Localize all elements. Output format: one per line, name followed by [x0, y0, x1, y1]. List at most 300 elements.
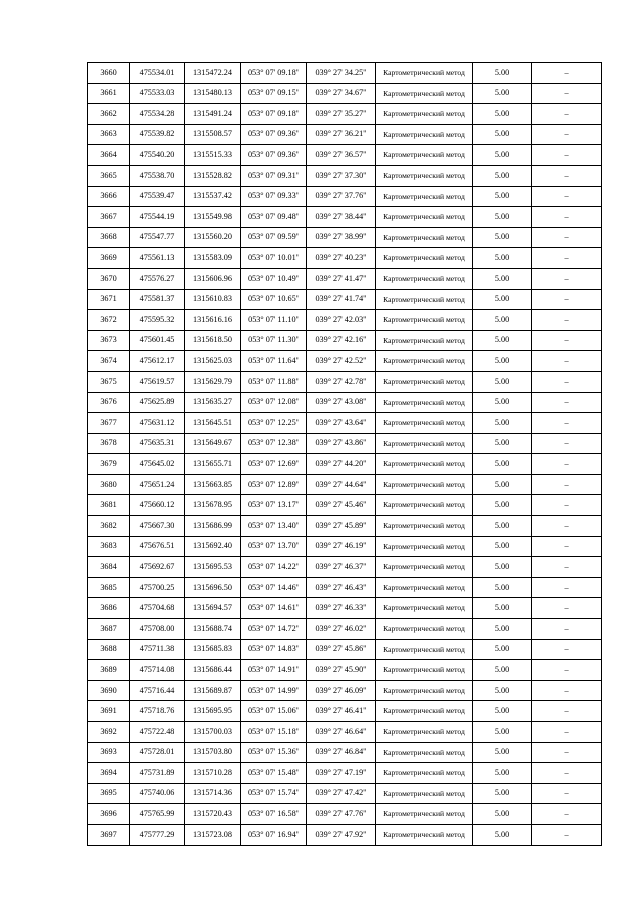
table-row	[88, 330, 602, 351]
point-number-cell: 3670	[88, 268, 130, 289]
method-cell: Картометрический метод	[376, 639, 473, 660]
method-cell: Картометрический метод	[376, 619, 473, 640]
latitude-cell: 053° 07' 14.72"	[241, 619, 307, 640]
table-row	[88, 701, 602, 722]
coordinates-table-body	[88, 63, 602, 846]
y-coordinate-cell: 1315649.67	[185, 433, 241, 454]
method-cell: Картометрический метод	[376, 289, 473, 310]
accuracy-cell: 5.00	[473, 83, 532, 104]
method-cell: Картометрический метод	[376, 680, 473, 701]
longitude-cell: 039° 27' 46.19"	[307, 536, 376, 557]
point-number-cell: 3669	[88, 248, 130, 269]
y-coordinate-cell: 1315703.80	[185, 742, 241, 763]
x-coordinate-cell: 475651.24	[130, 474, 185, 495]
longitude-cell: 039° 27' 43.64"	[307, 413, 376, 434]
x-coordinate-cell: 475631.12	[130, 413, 185, 434]
note-cell: –	[532, 722, 602, 743]
latitude-cell: 053° 07' 14.99"	[241, 680, 307, 701]
y-coordinate-cell: 1315700.03	[185, 722, 241, 743]
note-cell: –	[532, 330, 602, 351]
longitude-cell: 039° 27' 38.44"	[307, 207, 376, 228]
method-cell: Картометрический метод	[376, 145, 473, 166]
note-cell: –	[532, 207, 602, 228]
point-number-cell: 3673	[88, 330, 130, 351]
point-number-cell: 3664	[88, 145, 130, 166]
y-coordinate-cell: 1315635.27	[185, 392, 241, 413]
table-row	[88, 248, 602, 269]
accuracy-cell: 5.00	[473, 413, 532, 434]
x-coordinate-cell: 475731.89	[130, 763, 185, 784]
x-coordinate-cell: 475722.48	[130, 722, 185, 743]
accuracy-cell: 5.00	[473, 392, 532, 413]
accuracy-cell: 5.00	[473, 454, 532, 475]
note-cell: –	[532, 268, 602, 289]
longitude-cell: 039° 27' 43.08"	[307, 392, 376, 413]
note-cell: –	[532, 516, 602, 537]
longitude-cell: 039° 27' 46.64"	[307, 722, 376, 743]
latitude-cell: 053° 07' 11.30"	[241, 330, 307, 351]
method-cell: Картометрический метод	[376, 763, 473, 784]
accuracy-cell: 5.00	[473, 145, 532, 166]
x-coordinate-cell: 475676.51	[130, 536, 185, 557]
method-cell: Картометрический метод	[376, 660, 473, 681]
note-cell: –	[532, 804, 602, 825]
point-number-cell: 3671	[88, 289, 130, 310]
method-cell: Картометрический метод	[376, 124, 473, 145]
accuracy-cell: 5.00	[473, 268, 532, 289]
point-number-cell: 3686	[88, 598, 130, 619]
table-row	[88, 289, 602, 310]
note-cell: –	[532, 619, 602, 640]
point-number-cell: 3672	[88, 310, 130, 331]
method-cell: Картометрический метод	[376, 63, 473, 84]
table-row	[88, 577, 602, 598]
accuracy-cell: 5.00	[473, 495, 532, 516]
latitude-cell: 053° 07' 11.10"	[241, 310, 307, 331]
accuracy-cell: 5.00	[473, 310, 532, 331]
x-coordinate-cell: 475539.47	[130, 186, 185, 207]
accuracy-cell: 5.00	[473, 207, 532, 228]
y-coordinate-cell: 1315655.71	[185, 454, 241, 475]
latitude-cell: 053° 07' 16.58"	[241, 804, 307, 825]
method-cell: Картометрический метод	[376, 474, 473, 495]
point-number-cell: 3693	[88, 742, 130, 763]
note-cell: –	[532, 83, 602, 104]
y-coordinate-cell: 1315689.87	[185, 680, 241, 701]
y-coordinate-cell: 1315606.96	[185, 268, 241, 289]
method-cell: Картометрический метод	[376, 804, 473, 825]
y-coordinate-cell: 1315695.95	[185, 701, 241, 722]
table-row	[88, 392, 602, 413]
y-coordinate-cell: 1315472.24	[185, 63, 241, 84]
accuracy-cell: 5.00	[473, 722, 532, 743]
longitude-cell: 039° 27' 38.99"	[307, 227, 376, 248]
point-number-cell: 3697	[88, 824, 130, 845]
note-cell: –	[532, 783, 602, 804]
note-cell: –	[532, 165, 602, 186]
accuracy-cell: 5.00	[473, 104, 532, 125]
x-coordinate-cell: 475716.44	[130, 680, 185, 701]
note-cell: –	[532, 598, 602, 619]
latitude-cell: 053° 07' 12.38"	[241, 433, 307, 454]
y-coordinate-cell: 1315694.57	[185, 598, 241, 619]
accuracy-cell: 5.00	[473, 124, 532, 145]
accuracy-cell: 5.00	[473, 248, 532, 269]
accuracy-cell: 5.00	[473, 474, 532, 495]
y-coordinate-cell: 1315480.13	[185, 83, 241, 104]
table-row	[88, 783, 602, 804]
x-coordinate-cell: 475777.29	[130, 824, 185, 845]
point-number-cell: 3684	[88, 557, 130, 578]
note-cell: –	[532, 289, 602, 310]
method-cell: Картометрический метод	[376, 104, 473, 125]
x-coordinate-cell: 475576.27	[130, 268, 185, 289]
point-number-cell: 3692	[88, 722, 130, 743]
x-coordinate-cell: 475740.06	[130, 783, 185, 804]
table-row	[88, 495, 602, 516]
accuracy-cell: 5.00	[473, 433, 532, 454]
y-coordinate-cell: 1315710.28	[185, 763, 241, 784]
y-coordinate-cell: 1315583.09	[185, 248, 241, 269]
method-cell: Картометрический метод	[376, 310, 473, 331]
y-coordinate-cell: 1315714.36	[185, 783, 241, 804]
y-coordinate-cell: 1315560.20	[185, 227, 241, 248]
table-row	[88, 742, 602, 763]
point-number-cell: 3676	[88, 392, 130, 413]
x-coordinate-cell: 475645.02	[130, 454, 185, 475]
latitude-cell: 053° 07' 16.94"	[241, 824, 307, 845]
y-coordinate-cell: 1315686.99	[185, 516, 241, 537]
note-cell: –	[532, 248, 602, 269]
point-number-cell: 3680	[88, 474, 130, 495]
latitude-cell: 053° 07' 09.33"	[241, 186, 307, 207]
x-coordinate-cell: 475667.30	[130, 516, 185, 537]
table-row	[88, 722, 602, 743]
method-cell: Картометрический метод	[376, 330, 473, 351]
accuracy-cell: 5.00	[473, 763, 532, 784]
table-row	[88, 413, 602, 434]
y-coordinate-cell: 1315549.98	[185, 207, 241, 228]
method-cell: Картометрический метод	[376, 165, 473, 186]
latitude-cell: 053° 07' 11.64"	[241, 351, 307, 372]
table-row	[88, 83, 602, 104]
note-cell: –	[532, 227, 602, 248]
note-cell: –	[532, 557, 602, 578]
table-row	[88, 351, 602, 372]
x-coordinate-cell: 475765.99	[130, 804, 185, 825]
accuracy-cell: 5.00	[473, 598, 532, 619]
latitude-cell: 053° 07' 15.06"	[241, 701, 307, 722]
y-coordinate-cell: 1315720.43	[185, 804, 241, 825]
longitude-cell: 039° 27' 37.30"	[307, 165, 376, 186]
table-row	[88, 186, 602, 207]
accuracy-cell: 5.00	[473, 742, 532, 763]
latitude-cell: 053° 07' 13.70"	[241, 536, 307, 557]
table-row	[88, 516, 602, 537]
longitude-cell: 039° 27' 34.67"	[307, 83, 376, 104]
accuracy-cell: 5.00	[473, 186, 532, 207]
latitude-cell: 053° 07' 09.59"	[241, 227, 307, 248]
accuracy-cell: 5.00	[473, 577, 532, 598]
x-coordinate-cell: 475700.25	[130, 577, 185, 598]
accuracy-cell: 5.00	[473, 227, 532, 248]
longitude-cell: 039° 27' 44.64"	[307, 474, 376, 495]
latitude-cell: 053° 07' 09.36"	[241, 124, 307, 145]
x-coordinate-cell: 475534.28	[130, 104, 185, 125]
longitude-cell: 039° 27' 46.43"	[307, 577, 376, 598]
longitude-cell: 039° 27' 41.47"	[307, 268, 376, 289]
note-cell: –	[532, 474, 602, 495]
y-coordinate-cell: 1315723.08	[185, 824, 241, 845]
method-cell: Картометрический метод	[376, 722, 473, 743]
table-row	[88, 824, 602, 845]
method-cell: Картометрический метод	[376, 207, 473, 228]
accuracy-cell: 5.00	[473, 804, 532, 825]
note-cell: –	[532, 701, 602, 722]
method-cell: Картометрический метод	[376, 783, 473, 804]
y-coordinate-cell: 1315696.50	[185, 577, 241, 598]
note-cell: –	[532, 371, 602, 392]
x-coordinate-cell: 475601.45	[130, 330, 185, 351]
table-row	[88, 763, 602, 784]
latitude-cell: 053° 07' 13.40"	[241, 516, 307, 537]
x-coordinate-cell: 475708.00	[130, 619, 185, 640]
latitude-cell: 053° 07' 09.36"	[241, 145, 307, 166]
table-row	[88, 639, 602, 660]
table-row	[88, 536, 602, 557]
x-coordinate-cell: 475544.19	[130, 207, 185, 228]
longitude-cell: 039° 27' 34.25"	[307, 63, 376, 84]
longitude-cell: 039° 27' 47.19"	[307, 763, 376, 784]
latitude-cell: 053° 07' 11.88"	[241, 371, 307, 392]
method-cell: Картометрический метод	[376, 536, 473, 557]
latitude-cell: 053° 07' 15.48"	[241, 763, 307, 784]
latitude-cell: 053° 07' 14.46"	[241, 577, 307, 598]
table-row	[88, 145, 602, 166]
longitude-cell: 039° 27' 45.90"	[307, 660, 376, 681]
note-cell: –	[532, 124, 602, 145]
y-coordinate-cell: 1315625.03	[185, 351, 241, 372]
y-coordinate-cell: 1315695.53	[185, 557, 241, 578]
table-row	[88, 433, 602, 454]
point-number-cell: 3689	[88, 660, 130, 681]
latitude-cell: 053° 07' 14.61"	[241, 598, 307, 619]
note-cell: –	[532, 660, 602, 681]
longitude-cell: 039° 27' 37.76"	[307, 186, 376, 207]
method-cell: Картометрический метод	[376, 701, 473, 722]
point-number-cell: 3688	[88, 639, 130, 660]
note-cell: –	[532, 104, 602, 125]
point-number-cell: 3677	[88, 413, 130, 434]
y-coordinate-cell: 1315692.40	[185, 536, 241, 557]
table-row	[88, 124, 602, 145]
method-cell: Картометрический метод	[376, 742, 473, 763]
longitude-cell: 039° 27' 41.74"	[307, 289, 376, 310]
x-coordinate-cell: 475533.03	[130, 83, 185, 104]
x-coordinate-cell: 475728.01	[130, 742, 185, 763]
x-coordinate-cell: 475534.01	[130, 63, 185, 84]
table-row	[88, 268, 602, 289]
accuracy-cell: 5.00	[473, 783, 532, 804]
point-number-cell: 3687	[88, 619, 130, 640]
latitude-cell: 053° 07' 13.17"	[241, 495, 307, 516]
point-number-cell: 3683	[88, 536, 130, 557]
accuracy-cell: 5.00	[473, 680, 532, 701]
latitude-cell: 053° 07' 10.49"	[241, 268, 307, 289]
longitude-cell: 039° 27' 46.33"	[307, 598, 376, 619]
longitude-cell: 039° 27' 44.20"	[307, 454, 376, 475]
coordinates-table	[87, 62, 602, 846]
x-coordinate-cell: 475704.68	[130, 598, 185, 619]
accuracy-cell: 5.00	[473, 619, 532, 640]
y-coordinate-cell: 1315678.95	[185, 495, 241, 516]
longitude-cell: 039° 27' 46.41"	[307, 701, 376, 722]
longitude-cell: 039° 27' 45.89"	[307, 516, 376, 537]
y-coordinate-cell: 1315686.44	[185, 660, 241, 681]
point-number-cell: 3675	[88, 371, 130, 392]
accuracy-cell: 5.00	[473, 63, 532, 84]
point-number-cell: 3666	[88, 186, 130, 207]
point-number-cell: 3663	[88, 124, 130, 145]
method-cell: Картометрический метод	[376, 824, 473, 845]
latitude-cell: 053° 07' 14.83"	[241, 639, 307, 660]
latitude-cell: 053° 07' 12.89"	[241, 474, 307, 495]
x-coordinate-cell: 475538.70	[130, 165, 185, 186]
x-coordinate-cell: 475547.77	[130, 227, 185, 248]
accuracy-cell: 5.00	[473, 165, 532, 186]
latitude-cell: 053° 07' 14.22"	[241, 557, 307, 578]
table-row	[88, 454, 602, 475]
table-row	[88, 619, 602, 640]
accuracy-cell: 5.00	[473, 330, 532, 351]
latitude-cell: 053° 07' 10.01"	[241, 248, 307, 269]
y-coordinate-cell: 1315528.82	[185, 165, 241, 186]
latitude-cell: 053° 07' 12.69"	[241, 454, 307, 475]
point-number-cell: 3679	[88, 454, 130, 475]
point-number-cell: 3668	[88, 227, 130, 248]
latitude-cell: 053° 07' 15.36"	[241, 742, 307, 763]
point-number-cell: 3682	[88, 516, 130, 537]
method-cell: Картометрический метод	[376, 495, 473, 516]
longitude-cell: 039° 27' 42.03"	[307, 310, 376, 331]
y-coordinate-cell: 1315610.83	[185, 289, 241, 310]
accuracy-cell: 5.00	[473, 516, 532, 537]
x-coordinate-cell: 475625.89	[130, 392, 185, 413]
longitude-cell: 039° 27' 46.84"	[307, 742, 376, 763]
accuracy-cell: 5.00	[473, 557, 532, 578]
point-number-cell: 3674	[88, 351, 130, 372]
longitude-cell: 039° 27' 47.92"	[307, 824, 376, 845]
longitude-cell: 039° 27' 47.76"	[307, 804, 376, 825]
table-row	[88, 804, 602, 825]
x-coordinate-cell: 475540.20	[130, 145, 185, 166]
longitude-cell: 039° 27' 36.57"	[307, 145, 376, 166]
x-coordinate-cell: 475581.37	[130, 289, 185, 310]
accuracy-cell: 5.00	[473, 289, 532, 310]
note-cell: –	[532, 742, 602, 763]
point-number-cell: 3678	[88, 433, 130, 454]
table-row	[88, 227, 602, 248]
method-cell: Картометрический метод	[376, 516, 473, 537]
note-cell: –	[532, 186, 602, 207]
accuracy-cell: 5.00	[473, 639, 532, 660]
table-row	[88, 165, 602, 186]
longitude-cell: 039° 27' 45.86"	[307, 639, 376, 660]
latitude-cell: 053° 07' 09.15"	[241, 83, 307, 104]
method-cell: Картометрический метод	[376, 186, 473, 207]
note-cell: –	[532, 639, 602, 660]
longitude-cell: 039° 27' 46.37"	[307, 557, 376, 578]
table-row	[88, 104, 602, 125]
table-row	[88, 310, 602, 331]
x-coordinate-cell: 475612.17	[130, 351, 185, 372]
x-coordinate-cell: 475595.32	[130, 310, 185, 331]
longitude-cell: 039° 27' 42.52"	[307, 351, 376, 372]
method-cell: Картометрический метод	[376, 557, 473, 578]
table-row	[88, 557, 602, 578]
latitude-cell: 053° 07' 09.18"	[241, 63, 307, 84]
point-number-cell: 3685	[88, 577, 130, 598]
method-cell: Картометрический метод	[376, 248, 473, 269]
y-coordinate-cell: 1315685.83	[185, 639, 241, 660]
point-number-cell: 3661	[88, 83, 130, 104]
x-coordinate-cell: 475619.57	[130, 371, 185, 392]
point-number-cell: 3694	[88, 763, 130, 784]
note-cell: –	[532, 536, 602, 557]
longitude-cell: 039° 27' 46.02"	[307, 619, 376, 640]
note-cell: –	[532, 495, 602, 516]
latitude-cell: 053° 07' 12.25"	[241, 413, 307, 434]
accuracy-cell: 5.00	[473, 701, 532, 722]
method-cell: Картометрический метод	[376, 268, 473, 289]
method-cell: Картометрический метод	[376, 83, 473, 104]
note-cell: –	[532, 351, 602, 372]
y-coordinate-cell: 1315616.16	[185, 310, 241, 331]
table-row	[88, 660, 602, 681]
point-number-cell: 3662	[88, 104, 130, 125]
longitude-cell: 039° 27' 46.09"	[307, 680, 376, 701]
latitude-cell: 053° 07' 09.18"	[241, 104, 307, 125]
note-cell: –	[532, 763, 602, 784]
method-cell: Картометрический метод	[376, 598, 473, 619]
point-number-cell: 3660	[88, 63, 130, 84]
method-cell: Картометрический метод	[376, 392, 473, 413]
x-coordinate-cell: 475635.31	[130, 433, 185, 454]
point-number-cell: 3681	[88, 495, 130, 516]
longitude-cell: 039° 27' 45.46"	[307, 495, 376, 516]
x-coordinate-cell: 475714.08	[130, 660, 185, 681]
longitude-cell: 039° 27' 43.86"	[307, 433, 376, 454]
point-number-cell: 3690	[88, 680, 130, 701]
note-cell: –	[532, 433, 602, 454]
y-coordinate-cell: 1315618.50	[185, 330, 241, 351]
longitude-cell: 039° 27' 42.78"	[307, 371, 376, 392]
x-coordinate-cell: 475539.82	[130, 124, 185, 145]
x-coordinate-cell: 475692.67	[130, 557, 185, 578]
accuracy-cell: 5.00	[473, 371, 532, 392]
longitude-cell: 039° 27' 42.16"	[307, 330, 376, 351]
point-number-cell: 3665	[88, 165, 130, 186]
note-cell: –	[532, 145, 602, 166]
table-row	[88, 598, 602, 619]
latitude-cell: 053° 07' 15.18"	[241, 722, 307, 743]
latitude-cell: 053° 07' 14.91"	[241, 660, 307, 681]
accuracy-cell: 5.00	[473, 660, 532, 681]
x-coordinate-cell: 475718.76	[130, 701, 185, 722]
method-cell: Картометрический метод	[376, 351, 473, 372]
latitude-cell: 053° 07' 09.31"	[241, 165, 307, 186]
method-cell: Картометрический метод	[376, 413, 473, 434]
